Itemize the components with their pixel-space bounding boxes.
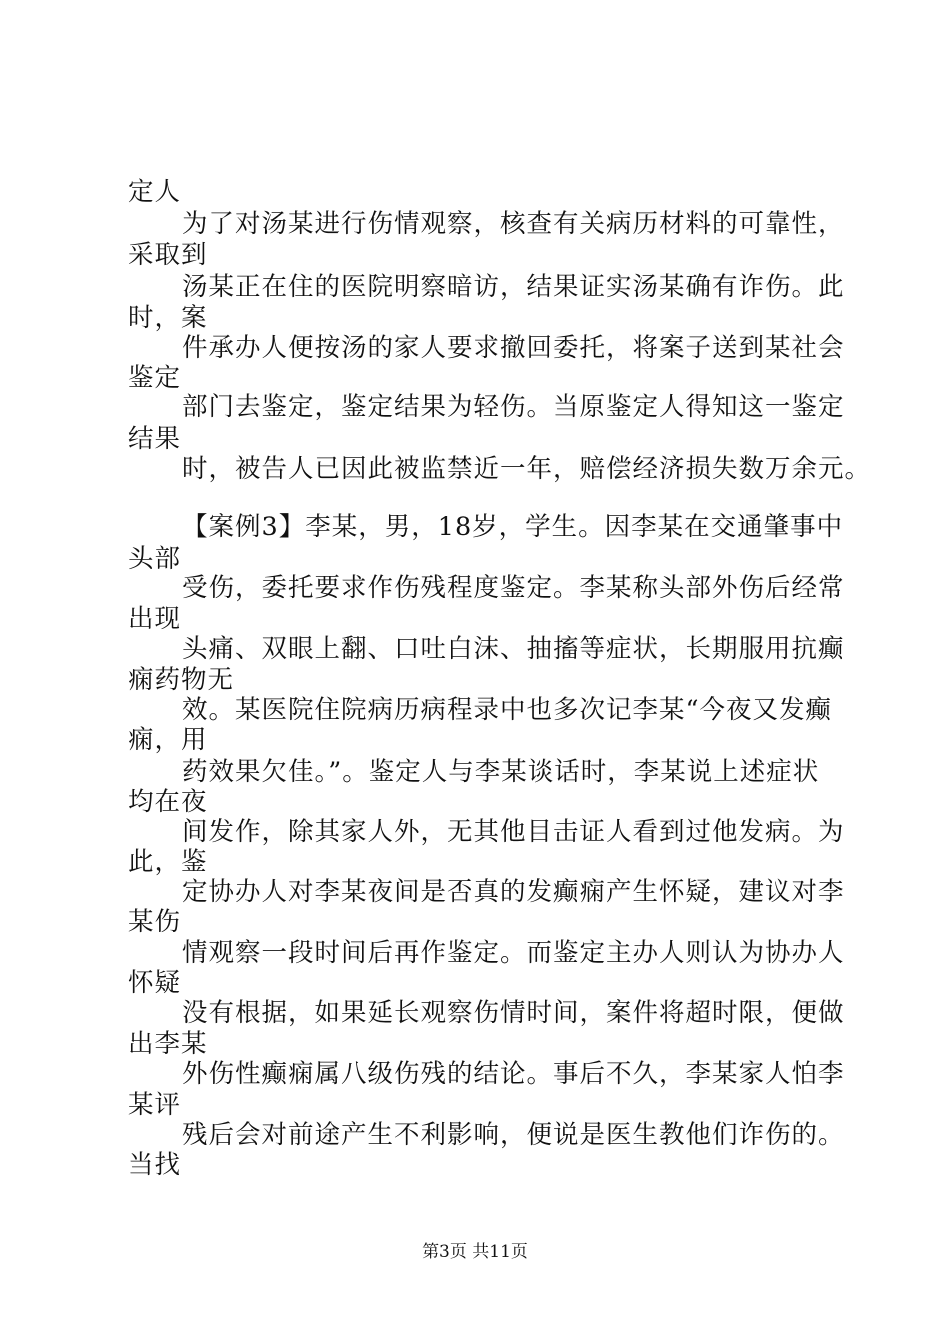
text-line: 痫，用	[128, 725, 208, 755]
text-line: 汤某正在住的医院明察暗访，结果证实汤某确有诈伤。此	[182, 272, 845, 302]
page-number-footer: 第3页 共11页	[422, 1242, 528, 1262]
text-line: 痫药物无	[128, 665, 235, 695]
text-line: 【案例3】李某，男，18岁，学生。因李某在交通肇事中	[182, 512, 844, 542]
text-line: 某评	[128, 1090, 182, 1120]
text-line: 某伤	[128, 907, 182, 937]
text-line: 当找	[128, 1150, 182, 1180]
text-line: 时，被告人已因此被监禁近一年，赔偿经济损失数万余元。	[182, 454, 872, 484]
text-line: 没有根据，如果延长观察伤情时间，案件将超时限，便做	[182, 998, 845, 1028]
text-line: 鉴定	[128, 363, 182, 393]
text-line: 药效果欠佳。”。鉴定人与李某谈话时，李某说上述症状	[182, 757, 820, 787]
text-line: 件承办人便按汤的家人要求撤回委托，将案子送到某社会	[182, 333, 845, 363]
text-line: 头痛、双眼上翻、口吐白沫、抽搐等症状，长期服用抗癫	[182, 634, 845, 664]
text-line: 怀疑	[128, 968, 182, 998]
text-line: 情观察一段时间后再作鉴定。而鉴定主办人则认为协办人	[182, 938, 845, 968]
text-line: 采取到	[128, 240, 208, 270]
text-line: 出李某	[128, 1029, 208, 1059]
text-line: 效。某医院住院病历病程录中也多次记李某“今夜又发癫	[182, 695, 833, 725]
text-line: 间发作，除其家人外，无其他目击证人看到过他发病。为	[182, 817, 845, 847]
text-line: 此，鉴	[128, 847, 208, 877]
text-line: 头部	[128, 544, 182, 574]
text-line: 出现	[128, 604, 182, 634]
text-line: 残后会对前途产生不利影响，便说是医生教他们诈伤的。	[182, 1120, 845, 1150]
text-line: 部门去鉴定，鉴定结果为轻伤。当原鉴定人得知这一鉴定	[182, 392, 845, 422]
text-line: 定人	[128, 177, 182, 207]
text-line: 均在夜	[128, 787, 208, 817]
text-line: 定协办人对李某夜间是否真的发癫痫产生怀疑，建议对李	[182, 877, 845, 907]
text-line: 时，案	[128, 303, 208, 333]
text-line: 受伤，委托要求作伤残程度鉴定。李某称头部外伤后经常	[182, 573, 845, 603]
text-line: 为了对汤某进行伤情观察，核查有关病历材料的可靠性，	[182, 209, 845, 239]
text-line: 结果	[128, 424, 182, 454]
text-line: 外伤性癫痫属八级伤残的结论。事后不久，李某家人怕李	[182, 1059, 845, 1089]
